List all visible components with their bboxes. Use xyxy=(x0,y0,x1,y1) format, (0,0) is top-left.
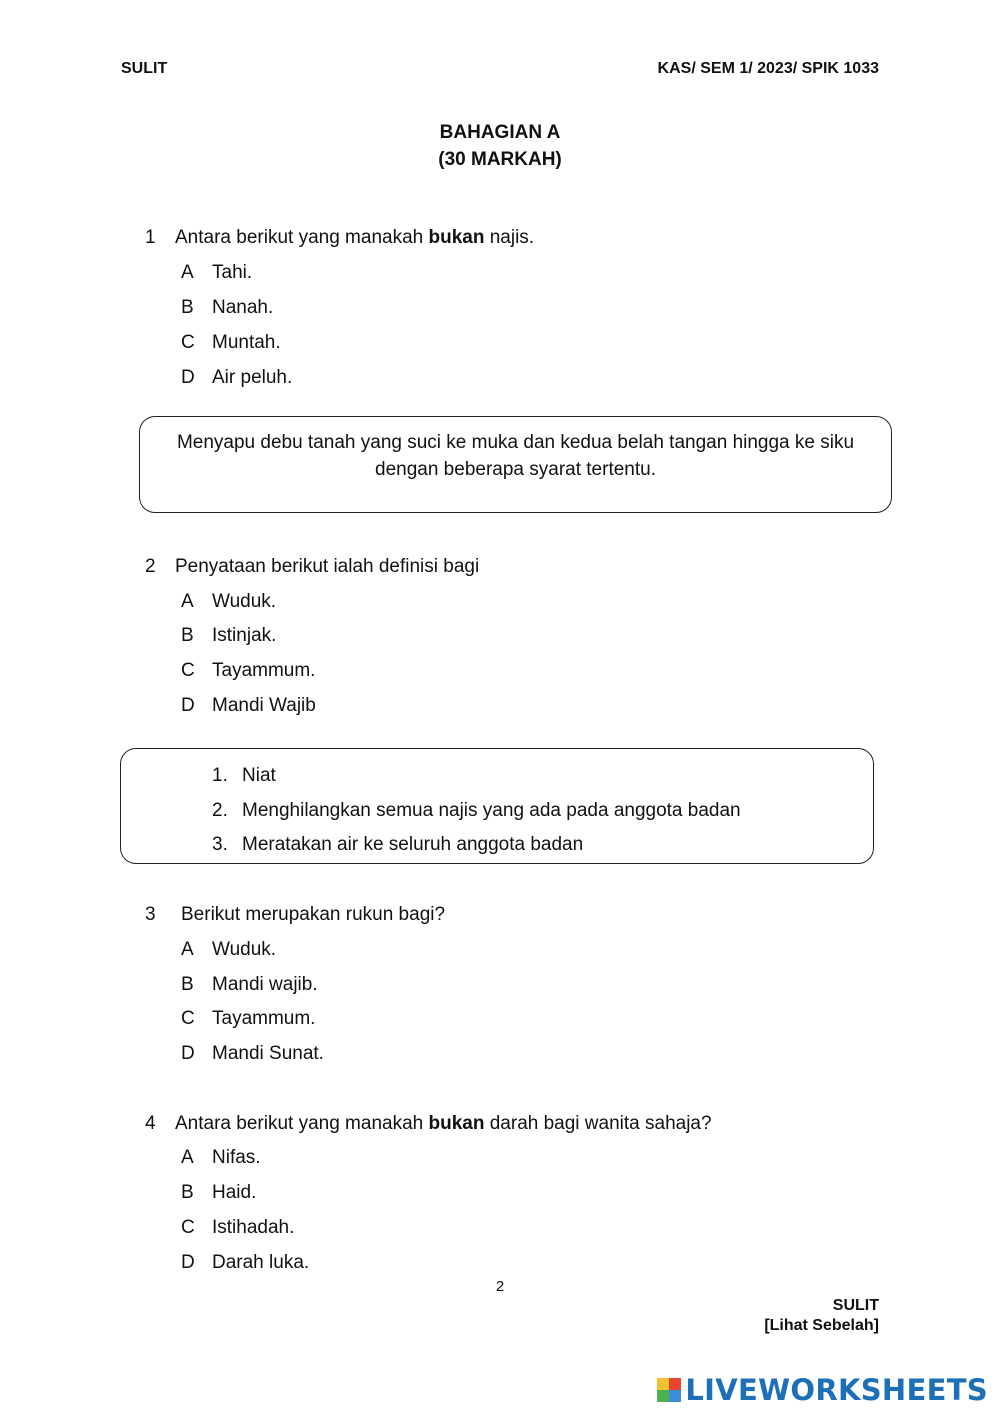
question-text: Antara berikut yang manakah bukan darah bagi wanita sahaja? xyxy=(175,1113,712,1134)
footer-next-page: [Lihat Sebelah] xyxy=(764,1317,879,1334)
brand-name: LIVEWORKSHEETS xyxy=(685,1373,988,1407)
definition-box xyxy=(139,416,892,513)
question-1 xyxy=(0,227,1000,251)
question-text: Penyataan berikut ialah definisi bagi xyxy=(175,556,480,577)
question-number: 4 xyxy=(145,1113,156,1134)
header-right: KAS/ SEM 1/ 2023/ SPIK 1033 xyxy=(657,60,879,77)
page-number: 2 xyxy=(495,1278,505,1295)
question-3 xyxy=(0,904,1000,928)
definition-text: Menyapu debu tanah yang suci ke muka dan kedua belah tangan hingga ke siku dengan beberapa syarat tertentu. xyxy=(176,432,855,480)
header-left: SULIT xyxy=(121,60,168,77)
question-number: 1 xyxy=(145,227,156,248)
logo-icon xyxy=(657,1378,681,1402)
question-number: 3 xyxy=(145,904,156,925)
footer-sulit: SULIT xyxy=(832,1297,879,1314)
question-text: Antara berikut yang manakah bukan najis. xyxy=(175,227,535,248)
question-2 xyxy=(0,556,1000,580)
section-marks: (30 MARKAH) xyxy=(438,149,562,170)
liveworksheets-logo[interactable] xyxy=(657,1374,988,1406)
section-title: BAHAGIAN A xyxy=(439,122,561,143)
question-number: 2 xyxy=(145,556,156,577)
question-text: Berikut merupakan rukun bagi? xyxy=(181,904,446,925)
question-4 xyxy=(0,1113,1000,1137)
